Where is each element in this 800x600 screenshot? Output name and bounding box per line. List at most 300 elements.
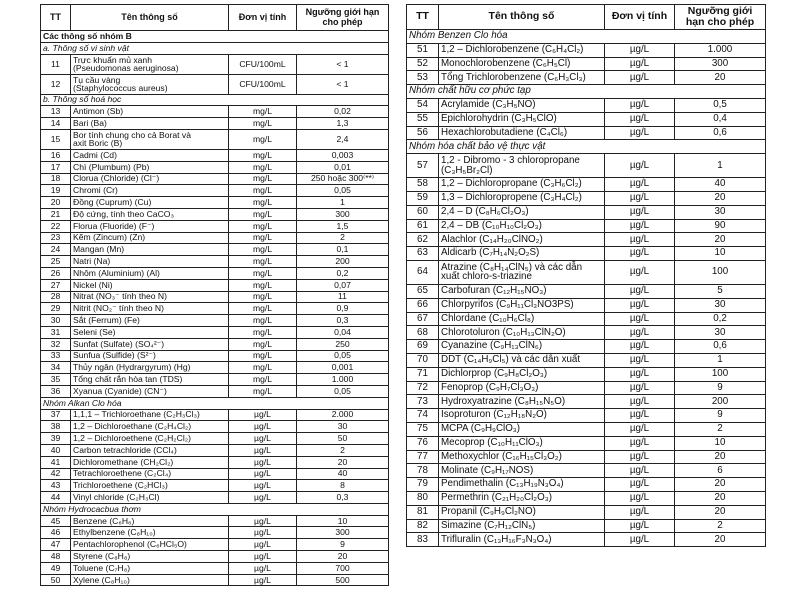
parameter-name: Độ cứng, tính theo CaCO₃ <box>73 208 174 219</box>
limit-cell: 2 <box>297 232 389 244</box>
limit-cell: 10 <box>675 436 766 450</box>
limit-cell: 250 <box>297 338 389 350</box>
row-number: 47 <box>41 539 71 551</box>
parameter-name-line2: (Staphylococcus aureus) <box>73 83 168 94</box>
table-row <box>407 326 766 340</box>
parameter-name-cell <box>71 539 229 551</box>
subsection-heading: Nhóm Alkan Clo hóa <box>41 397 389 409</box>
unit-cell: µg/L <box>605 464 675 478</box>
parameter-name: Đồng (Cuprum) (Cu) <box>73 197 152 208</box>
limit-cell: 50 <box>297 433 389 445</box>
parameter-name-cell <box>71 444 229 456</box>
row-number: 25 <box>41 256 71 268</box>
row-number: 75 <box>407 422 439 436</box>
limit-cell: 40 <box>675 178 766 192</box>
parameter-name-cell <box>71 315 229 327</box>
limit-cell: 500 <box>297 574 389 586</box>
limit-cell: 0,2 <box>675 312 766 326</box>
parameter-name-cell <box>71 515 229 527</box>
parameter-name: Sunfua (Sulfide) (S²⁻) <box>73 350 156 361</box>
limit-cell: 11 <box>297 291 389 303</box>
limit-cell: 0,07 <box>297 279 389 291</box>
table-row <box>41 362 389 374</box>
parameter-name-cell <box>71 409 229 421</box>
parameter-name-cell <box>71 480 229 492</box>
parameter-name: Florua (Fluoride) (F⁻) <box>73 220 155 231</box>
unit-cell: µg/L <box>605 395 675 409</box>
limit-cell: < 1 <box>297 74 389 94</box>
unit-cell: µg/L <box>229 492 297 504</box>
table-row <box>41 551 389 563</box>
limit-cell: 200 <box>675 395 766 409</box>
unit-cell: mg/L <box>229 256 297 268</box>
table-row <box>41 244 389 256</box>
parameter-name: Xyanua (Cyanide) (CN⁻) <box>73 385 167 396</box>
table-row <box>41 74 389 94</box>
unit-cell: CFU/100mL <box>229 54 297 74</box>
parameter-name-cell <box>71 118 229 130</box>
table-row <box>41 185 389 197</box>
table-row <box>41 173 389 185</box>
row-number: 22 <box>41 220 71 232</box>
parameter-name: Pentachlorophenol (C₆HCl₅O) <box>73 539 187 550</box>
parameter-name: Dichloromethane (CH₂Cl₂) <box>73 456 174 467</box>
unit-cell: mg/L <box>229 303 297 315</box>
parameter-name-cell <box>71 244 229 256</box>
parameter-name: Methoxychlor (C₁₆H₁₅Cl₃O₂) <box>441 450 562 462</box>
limit-cell: 0,05 <box>297 350 389 362</box>
subsection-heading: b. Thông số hoá học <box>41 94 389 106</box>
unit-cell: mg/L <box>229 208 297 220</box>
unit-cell: µg/L <box>229 539 297 551</box>
row-number: 23 <box>41 232 71 244</box>
unit-cell: µg/L <box>605 422 675 436</box>
table-header-row <box>407 5 766 30</box>
subsection-heading-row <box>407 85 766 99</box>
parameter-name-cell <box>439 519 605 533</box>
table-row <box>407 247 766 261</box>
parameter-name-line2: xuất chloro-s-triazine <box>441 271 532 283</box>
unit-cell: mg/L <box>229 374 297 386</box>
table-row <box>41 409 389 421</box>
parameter-name: Seleni (Se) <box>73 326 116 337</box>
parameter-name-cell <box>439 298 605 312</box>
unit-cell: µg/L <box>605 178 675 192</box>
parameter-name-cell <box>439 112 605 126</box>
parameter-name-cell <box>439 247 605 261</box>
limit-cell: 1,3 <box>297 118 389 130</box>
row-number: 21 <box>41 208 71 220</box>
parameter-name-cell <box>71 574 229 586</box>
unit-cell: mg/L <box>229 149 297 161</box>
unit-cell: µg/L <box>605 247 675 261</box>
limit-cell: 1,5 <box>297 220 389 232</box>
parameter-name-cell <box>71 492 229 504</box>
parameter-name: Pendimethalin (C₁₃H₁₉N₃O₄) <box>441 478 564 490</box>
parameter-name-cell <box>71 267 229 279</box>
limit-cell: 2,4 <box>297 129 389 149</box>
row-number: 26 <box>41 267 71 279</box>
row-number: 80 <box>407 491 439 505</box>
table-row <box>407 367 766 381</box>
parameter-name: Simazine (C₇H₁₂ClN₅) <box>441 519 536 531</box>
row-number: 79 <box>407 478 439 492</box>
table-row <box>41 515 389 527</box>
parameter-name-cell <box>71 279 229 291</box>
limit-cell: 20 <box>297 456 389 468</box>
unit-cell: µg/L <box>229 444 297 456</box>
table-row <box>407 519 766 533</box>
parameter-name-cell <box>71 291 229 303</box>
parameter-name-cell <box>439 43 605 57</box>
table-row <box>407 260 766 284</box>
parameter-name-cell <box>71 220 229 232</box>
row-number: 57 <box>407 154 439 178</box>
table-row <box>41 492 389 504</box>
parameter-name-cell <box>71 106 229 118</box>
limit-cell: 20 <box>675 191 766 205</box>
row-number: 19 <box>41 185 71 197</box>
row-number: 40 <box>41 444 71 456</box>
parameter-name: DDT (C₁₄H₉Cl₅) và các dẫn xuất <box>441 354 581 366</box>
parameter-name-cell <box>439 191 605 205</box>
unit-cell: mg/L <box>229 267 297 279</box>
parameter-name: Atrazine (C₈H₁₄ClN₅) và các dẫn <box>441 261 583 273</box>
table-row <box>407 381 766 395</box>
limit-cell: 20 <box>675 233 766 247</box>
row-number: 12 <box>41 74 71 94</box>
table-row <box>41 574 389 586</box>
parameter-name: Toluene (C₇H₈) <box>73 562 131 573</box>
parameter-name-cell <box>71 161 229 173</box>
section-heading-row <box>41 31 389 43</box>
unit-cell: mg/L <box>229 385 297 397</box>
table-row <box>41 385 389 397</box>
row-number: 66 <box>407 298 439 312</box>
parameter-name: Nickel (Ni) <box>73 279 113 290</box>
unit-cell: µg/L <box>605 353 675 367</box>
parameter-name: Mangan (Mn) <box>73 244 125 255</box>
table-row <box>407 353 766 367</box>
row-number: 39 <box>41 433 71 445</box>
parameter-name-cell <box>439 154 605 178</box>
parameter-name-cell <box>439 422 605 436</box>
parameter-name: Vinyl chloride (C₂H₃Cl) <box>73 491 160 502</box>
parameter-name-cell <box>439 205 605 219</box>
limit-cell: 2 <box>675 519 766 533</box>
parameter-name: Tổng Trichlorobenzene (C₆H₃Cl₃) <box>441 71 586 83</box>
parameter-name-cell <box>71 421 229 433</box>
header-name: Tên thông số <box>439 5 605 30</box>
unit-cell: µg/L <box>229 574 297 586</box>
parameter-name-cell <box>71 456 229 468</box>
unit-cell: mg/L <box>229 232 297 244</box>
limit-cell: 10 <box>297 515 389 527</box>
parameter-name: Permethrin (C₂₁H₂₀Cl₂O₃) <box>441 492 552 504</box>
limit-cell: 30 <box>675 298 766 312</box>
unit-cell: mg/L <box>229 362 297 374</box>
parameter-name: 1,3 – Dichloropropene (C₃H₄Cl₂) <box>441 192 582 204</box>
unit-cell: µg/L <box>229 421 297 433</box>
row-number: 55 <box>407 112 439 126</box>
row-number: 82 <box>407 519 439 533</box>
table-row <box>407 395 766 409</box>
row-number: 76 <box>407 436 439 450</box>
parameter-name: 2,4 – D (C₈H₆Cl₂O₃) <box>441 206 529 218</box>
subsection-heading: Nhóm Benzen Clo hóa <box>407 30 766 44</box>
table-row <box>41 444 389 456</box>
parameter-name: Molinate (C₉H₁₇NOS) <box>441 464 534 476</box>
parameter-name-cell <box>439 126 605 140</box>
parameter-name-cell <box>439 450 605 464</box>
parameter-name-cell <box>439 260 605 284</box>
unit-cell: µg/L <box>229 480 297 492</box>
parameter-name-cell <box>439 178 605 192</box>
row-number: 67 <box>407 312 439 326</box>
parameter-name: Tổng chất rắn hòa tan (TDS) <box>73 374 183 385</box>
row-number: 27 <box>41 279 71 291</box>
parameter-name: Epichlorohydrin (C₃H₅ClO) <box>441 113 557 125</box>
limit-cell: 300 <box>297 527 389 539</box>
row-number: 48 <box>41 551 71 563</box>
table-row <box>41 232 389 244</box>
limit-cell: 20 <box>675 505 766 519</box>
row-number: 13 <box>41 106 71 118</box>
unit-cell: µg/L <box>605 126 675 140</box>
table-row <box>407 126 766 140</box>
limit-cell: 200 <box>297 256 389 268</box>
parameter-name-cell <box>71 468 229 480</box>
limit-cell: 0,05 <box>297 385 389 397</box>
unit-cell: µg/L <box>605 57 675 71</box>
limit-cell: 0,5 <box>675 98 766 112</box>
limit-cell: 300 <box>297 208 389 220</box>
parameter-name: Chlordane (C₁₀H₆Cl₈) <box>441 312 535 324</box>
table-row <box>407 478 766 492</box>
unit-cell: µg/L <box>605 450 675 464</box>
parameter-name: Monochlorobenzene (C₆H₅Cl) <box>441 57 571 69</box>
table-row <box>407 205 766 219</box>
parameter-name-line2: (C₃H₅Br₂Cl) <box>441 164 493 176</box>
limit-cell: 20 <box>675 71 766 85</box>
unit-cell: µg/L <box>229 515 297 527</box>
unit-cell: µg/L <box>229 527 297 539</box>
unit-cell: mg/L <box>229 185 297 197</box>
row-number: 15 <box>41 129 71 149</box>
table-row <box>407 464 766 478</box>
row-number: 11 <box>41 54 71 74</box>
row-number: 43 <box>41 480 71 492</box>
header-limit: Ngưỡng giới hạn cho phép <box>675 5 766 30</box>
limit-cell: 2 <box>675 422 766 436</box>
unit-cell: µg/L <box>605 381 675 395</box>
table-row <box>41 256 389 268</box>
table-row <box>41 562 389 574</box>
table-row <box>41 456 389 468</box>
parameter-name: Trifluralin (C₁₃H₁₆F₃N₃O₄) <box>441 533 552 545</box>
parameter-name: Acrylamide (C₃H₅NO) <box>441 99 536 111</box>
row-number: 49 <box>41 562 71 574</box>
table-row <box>407 505 766 519</box>
limit-cell: 0,4 <box>675 112 766 126</box>
parameter-name: Dichlorprop (C₉H₈Cl₂O₃) <box>441 367 548 379</box>
limit-cell: 9 <box>297 539 389 551</box>
unit-cell: mg/L <box>229 161 297 173</box>
unit-cell: mg/L <box>229 118 297 130</box>
row-number: 78 <box>407 464 439 478</box>
table-row <box>407 191 766 205</box>
limit-cell: 1 <box>675 154 766 178</box>
row-number: 14 <box>41 118 71 130</box>
parameter-name-cell <box>71 208 229 220</box>
limit-cell: 9 <box>675 381 766 395</box>
row-number: 50 <box>41 574 71 586</box>
parameter-name-cell <box>439 491 605 505</box>
row-number: 58 <box>407 178 439 192</box>
row-number: 30 <box>41 315 71 327</box>
parameter-name-cell <box>439 464 605 478</box>
subsection-heading-row <box>407 140 766 154</box>
row-number: 54 <box>407 98 439 112</box>
parameter-name: Trực khuẩn mủ xanh <box>73 54 152 65</box>
unit-cell: µg/L <box>605 233 675 247</box>
unit-cell: CFU/100mL <box>229 74 297 94</box>
parameter-name: 2,4 – DB (C₁₀H₁₀Cl₂O₃) <box>441 219 542 231</box>
row-number: 17 <box>41 161 71 173</box>
parameter-name: 1,2 – Dichloroethene (C₂H₂Cl₂) <box>73 433 191 443</box>
table-row <box>407 340 766 354</box>
parameter-name-cell <box>71 256 229 268</box>
parameter-name: Nitrit (NO₂⁻ tính theo N) <box>73 303 164 314</box>
limit-cell: 100 <box>675 260 766 284</box>
parameter-name: Benzene (C₆H₆) <box>73 515 135 526</box>
row-number: 71 <box>407 367 439 381</box>
subsection-heading: Nhóm chất hữu cơ phức tạp <box>407 85 766 99</box>
parameter-name: Kẽm (Zincum) (Zn) <box>73 232 146 243</box>
subsection-heading: Nhóm hóa chất bảo vệ thực vật <box>407 140 766 154</box>
parameter-name-cell <box>439 219 605 233</box>
parameter-name: Carbofuran (C₁₂H₁₅NO₃) <box>441 285 547 297</box>
parameter-name: Styrene (C₈H₈) <box>73 550 131 561</box>
parameter-name: MCPA (C₉H₉ClO₃) <box>441 423 521 435</box>
row-number: 74 <box>407 409 439 423</box>
row-number: 20 <box>41 197 71 209</box>
row-number: 68 <box>407 326 439 340</box>
parameter-name-cell <box>439 57 605 71</box>
table-row <box>407 422 766 436</box>
parameter-name: Sunfat (Sulfate) (SO₄²⁻) <box>73 338 165 349</box>
parameter-name-cell <box>71 74 229 94</box>
row-number: 18 <box>41 173 71 185</box>
parameter-name-cell <box>71 374 229 386</box>
table-row <box>41 350 389 362</box>
parameter-name: Chlorpyrifos (C₉H₁₁Cl₃NO3PS) <box>441 299 574 310</box>
parameter-name-cell <box>439 326 605 340</box>
unit-cell: µg/L <box>605 43 675 57</box>
parameter-name: Cadmi (Cd) <box>73 149 117 160</box>
parameter-name: Chromi (Cr) <box>73 185 118 196</box>
limit-cell: 2.000 <box>297 409 389 421</box>
parameter-name: Natri (Na) <box>73 256 111 267</box>
limit-cell: 0,003 <box>297 149 389 161</box>
table-row <box>407 57 766 71</box>
limit-cell: 300 <box>675 57 766 71</box>
limit-cell: 0,05 <box>297 185 389 197</box>
subsection-heading-row <box>41 42 389 54</box>
table-header-row <box>41 5 389 31</box>
parameter-name: Hydroxyatrazine (C₈H₁₅N₅O) <box>441 395 566 407</box>
row-number: 56 <box>407 126 439 140</box>
limit-cell: 0,6 <box>675 340 766 354</box>
header-limit: Ngưỡng giới hạn cho phép <box>297 5 389 31</box>
unit-cell: µg/L <box>605 205 675 219</box>
unit-cell: mg/L <box>229 173 297 185</box>
unit-cell: mg/L <box>229 220 297 232</box>
row-number: 52 <box>407 57 439 71</box>
table-row <box>407 112 766 126</box>
row-number: 24 <box>41 244 71 256</box>
unit-cell: µg/L <box>605 409 675 423</box>
parameter-name: Propanil (C₉H₉Cl₂NO) <box>441 505 536 517</box>
row-number: 65 <box>407 284 439 298</box>
limit-cell: 2 <box>297 444 389 456</box>
limit-cell: 20 <box>675 491 766 505</box>
unit-cell: µg/L <box>229 456 297 468</box>
subsection-heading-row <box>41 397 389 409</box>
limit-cell: 0,2 <box>297 267 389 279</box>
unit-cell: µg/L <box>605 112 675 126</box>
table-row <box>41 149 389 161</box>
unit-cell: µg/L <box>229 551 297 563</box>
row-number: 31 <box>41 326 71 338</box>
row-number: 51 <box>407 43 439 57</box>
parameter-name-cell <box>439 436 605 450</box>
parameter-name-cell <box>71 433 229 445</box>
left-parameter-table <box>40 4 389 586</box>
table-row <box>41 197 389 209</box>
limit-cell: 0,04 <box>297 326 389 338</box>
parameter-name: 1,2 – Dichlorobenzene (C₆H₄Cl₂) <box>441 44 584 56</box>
limit-cell: 8 <box>297 480 389 492</box>
subsection-heading-row <box>407 30 766 44</box>
parameter-name: Nhôm (Aluminium) (Al) <box>73 267 160 278</box>
parameter-name-cell <box>439 233 605 247</box>
row-number: 32 <box>41 338 71 350</box>
unit-cell: µg/L <box>605 326 675 340</box>
limit-cell: 0,9 <box>297 303 389 315</box>
row-number: 44 <box>41 492 71 504</box>
limit-cell: < 1 <box>297 54 389 74</box>
row-number: 46 <box>41 527 71 539</box>
limit-cell: 90 <box>675 219 766 233</box>
unit-cell: µg/L <box>605 367 675 381</box>
unit-cell: µg/L <box>229 468 297 480</box>
table-row <box>407 178 766 192</box>
limit-cell: 20 <box>675 478 766 492</box>
subsection-heading-row <box>41 94 389 106</box>
table-row <box>41 374 389 386</box>
parameter-name-cell <box>71 326 229 338</box>
table-row <box>41 527 389 539</box>
row-number: 73 <box>407 395 439 409</box>
table-row <box>41 208 389 220</box>
row-number: 63 <box>407 247 439 261</box>
table-row <box>407 491 766 505</box>
header-name: Tên thông số <box>71 5 229 31</box>
header-tt: TT <box>41 5 71 31</box>
parameter-name-cell <box>439 381 605 395</box>
parameter-name-cell <box>439 478 605 492</box>
